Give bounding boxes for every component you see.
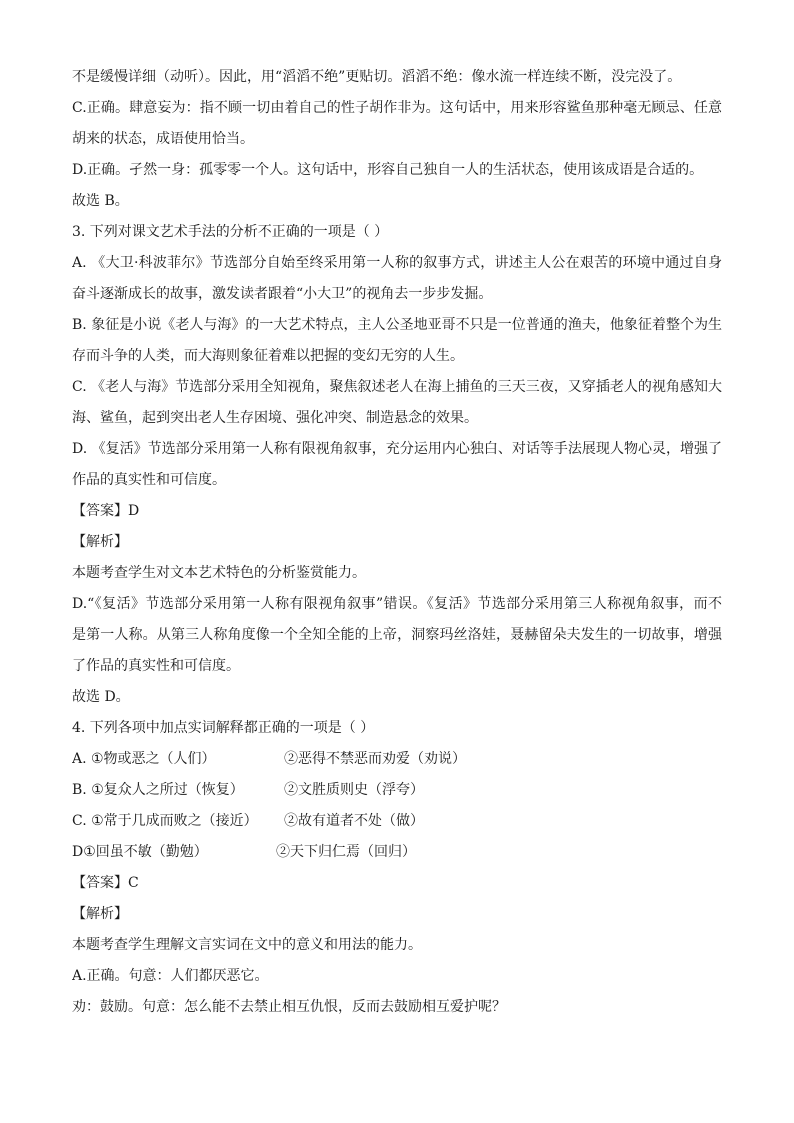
text-line: C.正确。肆意妄为：指不顾一切由着自己的性子胡作非为。这句话中，用来形容鲨鱼那种毫无顾忌、任意 (72, 100, 722, 116)
question-3-option-b: B. 象征是小说《老人与海》的一大艺术特点，主人公圣地亚哥不只是一位普通的渔夫，他象征着整个为生 (72, 317, 722, 333)
text-line: A.正确。句意：人们都厌恶它。 (72, 968, 269, 984)
option-part: B. ①复众人之所过（恢复） (72, 782, 244, 798)
option-part: ②恶得不禁恶而劝爱（劝说） (284, 751, 466, 767)
answer-label: 【答案】D (72, 503, 140, 519)
option-part: ②故有道者不处（做） (284, 813, 424, 829)
text-line: 不是缓慢详细（动听）。因此，用“滔滔不绝”更贴切。滔滔不绝：像水流一样连续不断，没完没了。 (72, 69, 682, 85)
text-line: 本题考查学生理解文言实词在文中的意义和用法的能力。 (72, 937, 422, 953)
text-line: 是第一人称。从第三人称角度像一个全知全能的上帝，洞察玛丝洛娃，聂赫留朵夫发生的一切故事，增强 (72, 627, 722, 643)
analysis-label: 【解析】 (72, 534, 128, 550)
option-part: A. ①物或恶之（人们） (72, 751, 216, 767)
text-line: 故选 D。 (72, 689, 130, 705)
text-line: 胡来的状态，成语使用恰当。 (72, 131, 254, 147)
question-4-option-d (72, 837, 722, 868)
option-part: ②文胜质则史（浮夸） (284, 782, 424, 798)
document-page (72, 62, 722, 1023)
text-line: 本题考查学生对文本艺术特色的分析鉴赏能力。 (72, 565, 366, 581)
text-line: 海、鲨鱼，起到突出老人生存困境、强化冲突、制造悬念的效果。 (72, 410, 478, 426)
text-line: 故选 B。 (72, 193, 129, 209)
question-3-option-c: C. 《老人与海》节选部分采用全知视角，聚焦叙述老人在海上捕鱼的三天三夜，又穿插老人的视角感知大 (72, 379, 722, 395)
text-line: 了作品的真实性和可信度。 (72, 658, 240, 674)
text-line: 奋斗逐渐成长的故事，激发读者跟着“小大卫”的视角去一步步发掘。 (72, 286, 493, 302)
text-line: 存而斗争的人类，而大海则象征着难以把握的变幻无穷的人生。 (72, 348, 464, 364)
question-4-option-c (72, 806, 722, 837)
analysis-label: 【解析】 (72, 906, 128, 922)
question-4-stem: 4. 下列各项中加点实词解释都正确的一项是（ ） (72, 720, 375, 736)
text-line: D.“《复活》节选部分采用第一人称有限视角叙事”错误。《复活》节选部分采用第三人称视角叙事，而不 (72, 596, 722, 612)
question-4-option-b (72, 775, 722, 806)
text-line: 作品的真实性和可信度。 (72, 472, 226, 488)
question-3-option-d: D. 《复活》节选部分采用第一人称有限视角叙事，充分运用内心独白、对话等手法展现人物心灵，增强了 (72, 441, 722, 457)
question-3-stem: 3. 下列对课文艺术手法的分析不正确的一项是（ ） (72, 224, 389, 240)
question-4-option-a (72, 744, 722, 775)
option-part: C. ①常于几成而败之（接近） (72, 813, 258, 829)
answer-label: 【答案】C (72, 875, 139, 891)
question-3-option-a: A. 《大卫·科波菲尔》节选部分自始至终采用第一人称的叙事方式，讲述主人公在艰苦的环境中通过自身 (72, 255, 722, 271)
text-line: 劝：鼓励。句意：怎么能不去禁止相互仇恨，反而去鼓励相互爱护呢？ (72, 999, 506, 1015)
option-part: D①回虽不敏（勤勉） (72, 844, 208, 860)
option-part: ②天下归仁焉（回归） (276, 844, 416, 860)
text-line: D.正确。孑然一身：孤零零一个人。这句话中，形容自己独自一人的生活状态，使用该成语是合适的。 (72, 162, 704, 178)
